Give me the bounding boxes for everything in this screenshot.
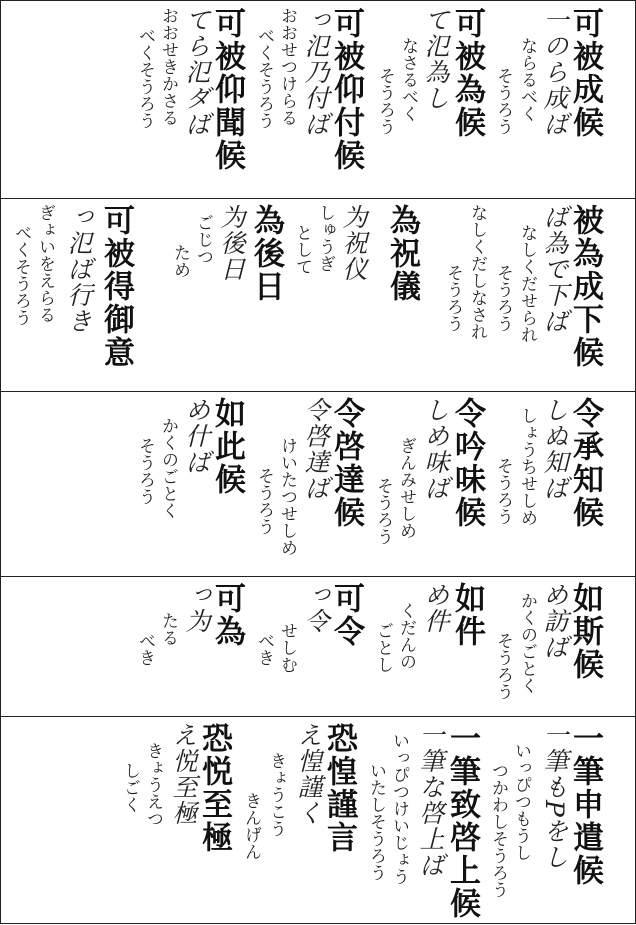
reading-column: ごじつ: [193, 214, 213, 265]
reading-column: べくそうろう: [254, 27, 274, 129]
kanji-column: 可被為候: [449, 7, 485, 139]
reading-column: ぎょいをえらる: [35, 204, 55, 323]
section-kanji-drill-2: [1, 198, 636, 391]
reading-column: おおせつけらる: [277, 7, 297, 126]
section-kanji-drill-3: [1, 391, 636, 576]
reading-column: おおせきかさる: [158, 7, 178, 126]
kanji-column: 可為: [209, 582, 245, 648]
kanji-column: 如件: [449, 582, 485, 648]
reading-column: しょうちせしめ: [517, 407, 537, 526]
reading-column: ならるべく: [517, 37, 537, 122]
reading-column: そうろう: [493, 67, 513, 135]
reading-column: ため: [170, 244, 190, 278]
reading-column: きょうえつ: [143, 742, 163, 827]
reading-column: かくのごとく: [517, 592, 537, 694]
kanji-column: 恐悦至極: [196, 722, 232, 854]
cursive-column: め什ば: [182, 397, 211, 475]
reading-column: せしむ: [277, 622, 297, 673]
cursive-column: 令啓達ば: [301, 397, 330, 501]
reading-column: かくのごとく: [158, 417, 178, 519]
reading-column: きょうこう: [266, 752, 286, 837]
cursive-column: え惶謹く: [294, 722, 323, 826]
reading-column: そうろう: [493, 457, 513, 525]
reading-column: そうろう: [493, 264, 513, 332]
cursive-column: え悦至極: [169, 722, 198, 826]
cursive-column: 一筆もPをし: [540, 722, 569, 870]
reading-column: つかわしそうろう: [488, 762, 508, 898]
cursive-column: しめ味ば: [421, 397, 450, 501]
reading-column: そうろう: [375, 67, 395, 135]
kanji-column: 可令: [328, 582, 364, 648]
section-kanji-drill-4: [1, 576, 636, 716]
cursive-column: てら氾ダば: [182, 7, 211, 137]
cursive-column: っ氾乃付ば: [301, 7, 330, 137]
cursive-column: て氾為し: [421, 7, 450, 111]
reading-column: けいたつせしめ: [277, 437, 297, 556]
cursive-column: っ氾ば行き: [64, 204, 93, 334]
reading-column: べき: [135, 632, 155, 666]
reading-column: ごとし: [373, 622, 393, 673]
reading-column: そうろう: [254, 467, 274, 535]
reading-column: なしくだしなされ: [467, 204, 487, 340]
kanji-column: 一筆致啓上候: [444, 722, 480, 920]
kanji-column: 令吟味候: [449, 397, 485, 529]
kanji-column: 如此候: [209, 397, 245, 496]
cursive-column: 一筆な啓上ば: [416, 722, 445, 878]
reading-column: いたしそうろう: [366, 762, 386, 881]
kanji-column: 為後日: [248, 204, 284, 303]
section-kanji-drill-5: [1, 716, 636, 925]
reading-column: そうろう: [373, 477, 393, 545]
reading-column: べくそうろう: [135, 27, 155, 129]
reading-column: そうろう: [135, 437, 155, 505]
cursive-column: っ为: [182, 582, 211, 634]
reading-column: べき: [254, 632, 274, 666]
kanji-column: 可被仰聞候: [209, 7, 245, 172]
kanji-column: 可被得御意: [98, 204, 134, 369]
reading-column: いっぴつもうし: [511, 742, 531, 861]
cursive-column: 一のら成ば: [540, 7, 569, 137]
kanji-column: 一筆申遣候: [567, 722, 603, 887]
reading-column: そうろう: [443, 264, 463, 332]
kanji-column: 可被成候: [567, 7, 603, 139]
cursive-column: しぬ知ば: [540, 397, 569, 501]
kanji-column: 為祝儀: [384, 204, 420, 303]
section-kanji-drill-1: [1, 1, 636, 198]
reading-column: しゅうぎ: [315, 204, 335, 272]
kanji-column: 被為成下候: [567, 204, 603, 369]
cursive-column: 为後日: [217, 204, 246, 282]
reading-column: いっぴつけいじょう: [389, 732, 409, 885]
kanji-column: 令啓達候: [328, 397, 364, 529]
reading-column: なさるべく: [398, 37, 418, 122]
kanji-column: 恐惶謹言: [321, 722, 357, 854]
kanji-column: 如斯候: [567, 582, 603, 681]
cursive-column: め件: [421, 582, 450, 634]
reading-column: たる: [158, 612, 178, 646]
reading-column: きんげん: [241, 792, 261, 860]
cursive-column: め訪ば: [540, 582, 569, 660]
reading-column: なしくだせられ: [517, 224, 537, 343]
reading-column: べくそうろう: [11, 224, 31, 326]
cursive-column: ば為で下ば: [540, 204, 569, 334]
cursive-column: っ令: [301, 582, 330, 634]
reading-column: として: [292, 224, 312, 275]
reading-column: ぎんみせしめ: [396, 437, 416, 539]
kanji-column: 可被仰付候: [328, 7, 364, 172]
reading-column: くだんの: [396, 602, 416, 670]
reading-column: しごく: [120, 762, 140, 813]
reading-column: そうろう: [493, 632, 513, 700]
kanji-column: 令承知候: [567, 397, 603, 529]
cursive-column: 为祝仪: [339, 204, 368, 282]
